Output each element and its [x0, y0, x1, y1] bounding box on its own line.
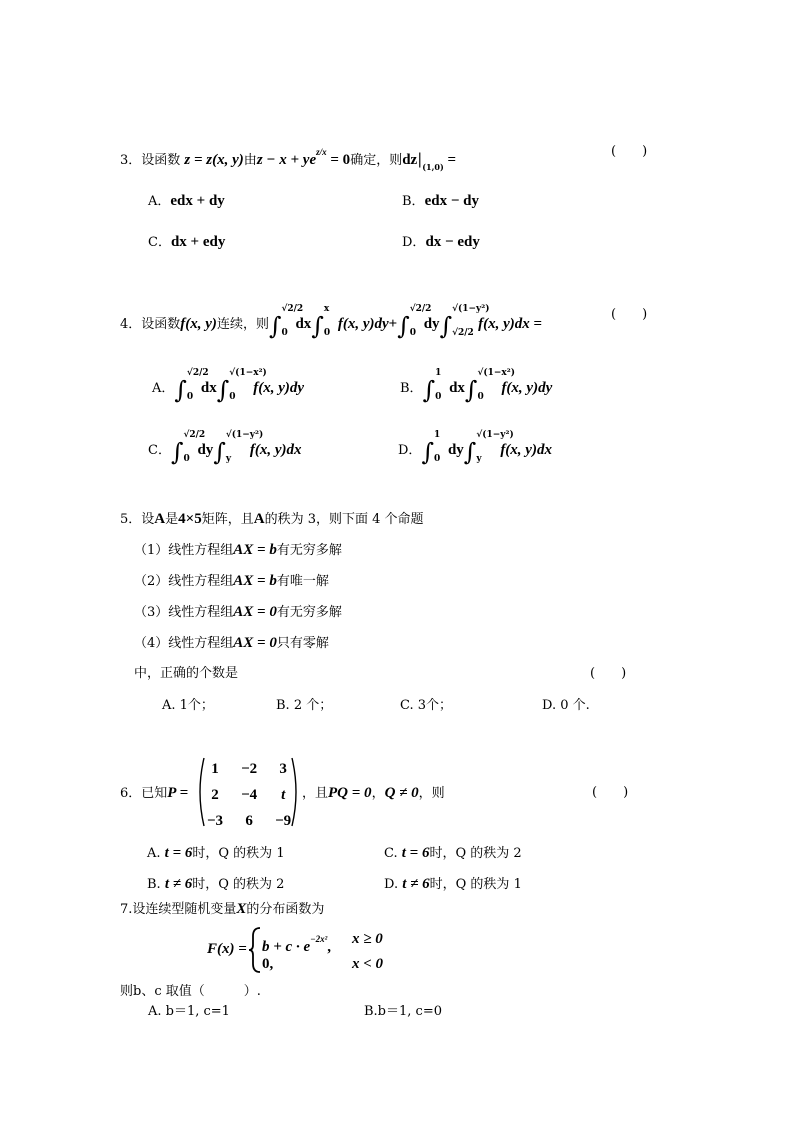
q4-opt-d-upper2: √(1−y²) — [476, 430, 514, 440]
q6-opt-a-text: 时，Q 的秩为 1 — [192, 846, 285, 861]
q6-m-32: 6 — [245, 812, 253, 829]
q6-opt-b-text: 时，Q 的秩为 2 — [192, 877, 285, 892]
q4-opt-c-lower1: 0 — [183, 454, 190, 464]
q4-option-d: D．∫ 1 0 dy∫ √(1−y²) y f(x, y)dx — [398, 432, 552, 462]
q3-stem: 3．设函数 z = z(x, y)由$z - x + ye^{z/x} = 0$确定，则$dz|_{(1,0)}$ = — [120, 147, 457, 172]
q6-option-b — [147, 875, 284, 894]
q3-opt-d-label: D． — [402, 235, 426, 250]
q7-stem — [120, 900, 324, 919]
q5-is: 是 — [165, 512, 179, 527]
q6-prefix — [120, 784, 188, 803]
q5-statement-4 — [134, 634, 329, 653]
q4-opt-c-lower2: y — [225, 454, 232, 464]
q5-option-c: C. 3个； — [400, 698, 453, 713]
q6-opt-c-label: C. — [384, 846, 398, 861]
q7-cond2: x < 0 — [352, 956, 384, 972]
q3-opt-a: edx + dy — [170, 193, 225, 209]
q5-rest2: 的秩为 3，则下面 4 个命题 — [264, 512, 424, 527]
q4-opt-b-upper2: √(1−x²) — [477, 368, 515, 378]
q6-opt-b-math: t ≠ 6 — [164, 876, 193, 892]
q7-rest: 的分布函数为 — [246, 902, 325, 917]
q7-case-2 — [262, 955, 273, 974]
q6-opt-d-math: t ≠ 6 — [402, 876, 430, 892]
q3-exp: z/x — [316, 147, 327, 157]
q4-opt-d-body: f(x, y)dx — [500, 442, 552, 458]
q5-A2: A — [253, 511, 265, 527]
q4-func: f(x, y) — [180, 316, 217, 332]
q4-int2-lower: 0 — [323, 328, 331, 338]
q7-brace — [248, 926, 262, 974]
q5-statement-2 — [134, 572, 329, 591]
q3-opt-b: edx − dy — [424, 193, 479, 209]
q5-A: A — [154, 511, 166, 527]
q5-s3-label: （3）线性方程组 — [134, 605, 234, 620]
q3-option-c — [148, 233, 225, 252]
q3-option-d — [402, 233, 480, 252]
q4-opt-a-body: f(x, y)dy — [253, 380, 305, 396]
q7-ask: 则b、c 取值（ ）. — [120, 984, 261, 999]
q3-eq-end: = — [443, 152, 457, 168]
q5-option-d: D. 0 个. — [542, 698, 590, 713]
q4-opt-c-upper1: √2/2 — [183, 430, 206, 440]
q3-eq-b: = 0 — [326, 152, 351, 168]
q6-matrix-table — [198, 756, 300, 834]
q6-m-12: −2 — [241, 760, 258, 777]
q4-int4-lower: √2/2 — [452, 328, 474, 338]
q4-opt-d-upper1: 1 — [433, 430, 441, 440]
q3-at: (1,0) — [422, 162, 444, 172]
q7-prefix: 7.设连续型随机变量 — [120, 902, 237, 917]
q7-case1: b + c · e — [262, 939, 311, 955]
q5-count-prompt: 中，正确的个数是 — [134, 666, 239, 681]
q5-prefix: 5．设 — [120, 512, 155, 527]
q7-option-b: B.b＝1, c=0 — [364, 1004, 442, 1019]
q4-dy: dy — [423, 316, 440, 332]
q6-m-11: 1 — [211, 760, 219, 777]
q5-dim: 4×5 — [178, 511, 202, 527]
q7-case1-exp: −2x² — [310, 934, 328, 944]
q5-rest: 矩阵，且 — [201, 512, 254, 527]
q6-m-22: −4 — [241, 786, 258, 803]
q6-opt-a-math: t = 6 — [164, 845, 193, 861]
q4-option-b: B．∫ 1 0 dx∫ √(1−x²) 0 f(x, y)dy — [400, 370, 552, 400]
q6-opt-c-math: t = 6 — [401, 845, 430, 861]
q3-opt-c: dx + edy — [170, 234, 226, 250]
q4-stem: 4．设函数f(x, y)连续，则∫ √2/2 0 dx∫ x 0 f(x, y)dy+∫ √2/2 0 dy∫ √(1−y²) √2/2 f(x, y)dx = — [120, 306, 542, 336]
q3-prefix: 3．设函数 — [120, 153, 181, 168]
q5-s2-label: （2）线性方程组 — [134, 574, 234, 589]
q4-opt-a-lower2: 0 — [229, 392, 236, 402]
q4-integrand1: f(x, y)dy — [337, 316, 389, 332]
q4-opt-c-label: C． — [148, 443, 171, 458]
q7-cond-1 — [352, 930, 383, 949]
q7-fx-label — [207, 940, 247, 959]
q5-s4-text: 只有零解 — [276, 636, 329, 651]
q4-plus: + — [388, 316, 398, 332]
q4-paren: ( ) — [611, 307, 648, 322]
q4-opt-b-upper1: 1 — [435, 368, 442, 378]
q4-opt-b-lower1: 0 — [435, 392, 442, 402]
q3-eq-a: z − x + ye — [256, 152, 317, 168]
q4-opt-d-lower1: 0 — [433, 454, 441, 464]
q5-s1-label: （1）线性方程组 — [134, 543, 234, 558]
q3-dz: dz — [402, 152, 418, 168]
q4-int1-upper: √2/2 — [281, 304, 304, 314]
q6-qne: Q ≠ 0 — [384, 785, 419, 801]
q3-mid: 由 — [243, 153, 257, 168]
q6-opt-d-label: D. — [384, 877, 399, 892]
q6-paren: ( ) — [592, 785, 629, 800]
q5-s3-text: 有无穷多解 — [276, 605, 342, 620]
q7-option-a: A. b＝1, c=1 — [148, 1004, 230, 1019]
q6-tail: ，则 — [418, 786, 445, 801]
q4-opt-b-lower2: 0 — [477, 392, 484, 402]
q3-opt-d: dx − edy — [425, 234, 480, 250]
q5-s1-math: AX = b — [233, 542, 277, 558]
q4-opt-b-label: B． — [400, 381, 423, 396]
q4-opt-a-upper1: √2/2 — [186, 368, 209, 378]
q5-option-b: B. 2 个； — [276, 698, 333, 713]
q6-opt-c-text: 时，Q 的秩为 2 — [429, 846, 522, 861]
q3-tail: 确定，则 — [350, 153, 403, 168]
q5-s1-text: 有无穷多解 — [276, 543, 342, 558]
q4-int1-lower: 0 — [281, 328, 288, 338]
q5-s4-math: AX = 0 — [233, 635, 277, 651]
q6-option-d — [384, 875, 522, 894]
q4-int3-upper: √2/2 — [409, 304, 432, 314]
q6-opt-d-text: 时，Q 的秩为 1 — [429, 877, 522, 892]
q6-option-a — [147, 844, 285, 863]
q6-pq: PQ = 0 — [328, 785, 372, 801]
q7-Fx: F(x) = — [207, 941, 247, 957]
q4-opt-d-label: D． — [398, 443, 422, 458]
q6-m-21: 2 — [211, 786, 219, 803]
q7-X: X — [236, 901, 247, 917]
q4-int4-upper: √(1−y²) — [452, 304, 490, 314]
q6-m-23: t — [281, 786, 286, 803]
q3-opt-c-label: C． — [148, 235, 171, 250]
q4-prefix: 4．设函数 — [120, 317, 181, 332]
q5-statement-3 — [134, 603, 342, 622]
q4-opt-c-upper2: √(1−y²) — [225, 430, 264, 440]
q4-dx: dx — [295, 316, 312, 332]
q6-prefix-text: 6．已知 — [120, 786, 168, 801]
q6-opt-b-label: B. — [147, 877, 161, 892]
q3-paren: ( ) — [611, 144, 648, 159]
q6-condition — [302, 784, 445, 803]
q6-m-31: −3 — [207, 812, 224, 829]
q5-s4-label: （4）线性方程组 — [134, 636, 234, 651]
q4-int2-upper: x — [323, 304, 330, 314]
q7-case-1 — [262, 930, 331, 957]
q5-s2-text: 有唯一解 — [276, 574, 329, 589]
q7-case1-comma: , — [327, 939, 332, 955]
q4-opt-d-lower2: y — [476, 454, 482, 464]
q3-option-b — [402, 192, 479, 211]
q6-opt-a-label: A. — [147, 846, 161, 861]
q6-m-33: −9 — [275, 812, 292, 829]
q3-option-a — [148, 192, 225, 211]
q3-func: z = z(x, y) — [184, 152, 244, 168]
q7-case2: 0, — [262, 956, 274, 972]
q4-integrand2: f(x, y)dx — [478, 316, 530, 332]
q4-opt-c-body: f(x, y)dx — [249, 442, 302, 458]
q4-opt-a-lower1: 0 — [186, 392, 194, 402]
q4-eq: = — [529, 316, 543, 332]
q6-mid: ，且 — [302, 786, 329, 801]
q4-int3-lower: 0 — [409, 328, 416, 338]
q4-option-a: A．∫ √2/2 0 dx∫ √(1−x²) 0 f(x, y)dy — [152, 370, 304, 400]
q6-option-c — [384, 844, 522, 863]
q5-option-a: A. 1个； — [162, 698, 214, 713]
q5-statement-1 — [134, 541, 342, 560]
q5-s3-math: AX = 0 — [233, 604, 277, 620]
q4-opt-a-upper2: √(1−x²) — [229, 368, 267, 378]
q4-opt-b-body: f(x, y)dy — [501, 380, 553, 396]
q5-s2-math: AX = b — [233, 573, 277, 589]
q7-cond-2 — [352, 955, 383, 974]
q4-opt-a-label: A． — [152, 381, 175, 396]
q3-opt-a-label: A． — [148, 194, 171, 209]
q6-m-13: 3 — [279, 760, 287, 777]
q4-tail: 连续，则 — [216, 317, 269, 332]
q6-comma: ， — [371, 786, 385, 801]
q6-P: P = — [167, 785, 189, 801]
q7-cond1: x ≥ 0 — [352, 931, 383, 947]
q4-option-c: C．∫ √2/2 0 dy∫ √(1−y²) y f(x, y)dx — [148, 432, 301, 462]
q5-stem — [120, 510, 424, 529]
q3-opt-b-label: B． — [402, 194, 425, 209]
q5-paren: ( ) — [590, 666, 627, 681]
